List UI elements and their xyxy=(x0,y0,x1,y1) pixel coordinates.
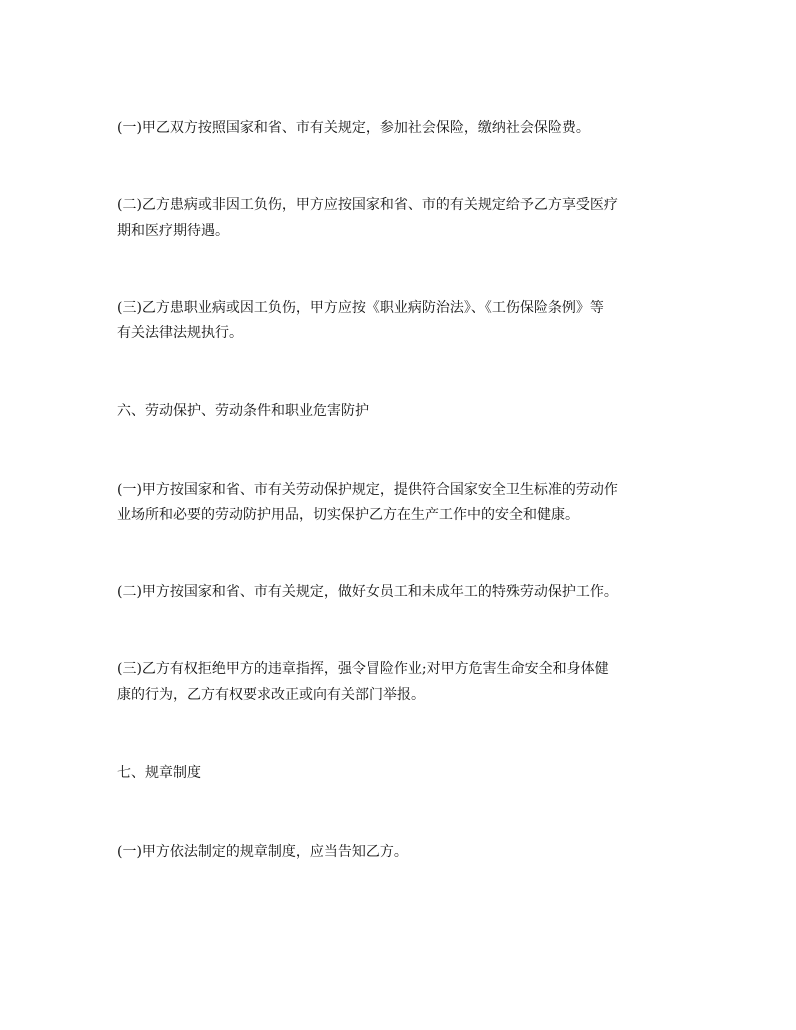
section-seven-heading: 七、规章制度 xyxy=(117,765,201,781)
medical-treatment-clause-line-2: 期和医疗期待遇。 xyxy=(117,223,229,239)
occupational-disease-clause-line-1: (三)乙方患职业病或因工负伤，甲方应按《职业病防治法》、《工伤保险条例》等 xyxy=(117,300,604,316)
social-insurance-clause-1: (一)甲乙双方按照国家和省、市有关规定，参加社会保险，缴纳社会保险费。 xyxy=(117,120,590,136)
medical-treatment-clause-line-1: (二)乙方患病或非因工负伤，甲方应按国家和省、市的有关规定给予乙方享受医疗 xyxy=(117,197,618,213)
refusal-right-clause-line-1: (三)乙方有权拒绝甲方的违章指挥，强令冒险作业;对甲方危害生命安全和身体健 xyxy=(117,661,609,677)
refusal-right-clause-line-2: 康的行为，乙方有权要求改正或向有关部门举报。 xyxy=(117,687,425,703)
labor-protection-clause-line-2: 业场所和必要的劳动防护用品，切实保护乙方在生产工作中的安全和健康。 xyxy=(117,507,579,523)
occupational-disease-clause-line-2: 有关法律法规执行。 xyxy=(117,325,243,341)
special-protection-clause: (二)甲方按国家和省、市有关规定，做好女员工和未成年工的特殊劳动保护工作。 xyxy=(117,584,618,600)
section-six-heading: 六、劳动保护、劳动条件和职业危害防护 xyxy=(117,403,369,419)
rules-clause-1: (一)甲方依法制定的规章制度，应当告知乙方。 xyxy=(117,844,408,860)
labor-protection-clause-line-1: (一)甲方按国家和省、市有关劳动保护规定，提供符合国家安全卫生标准的劳动作 xyxy=(117,482,618,498)
